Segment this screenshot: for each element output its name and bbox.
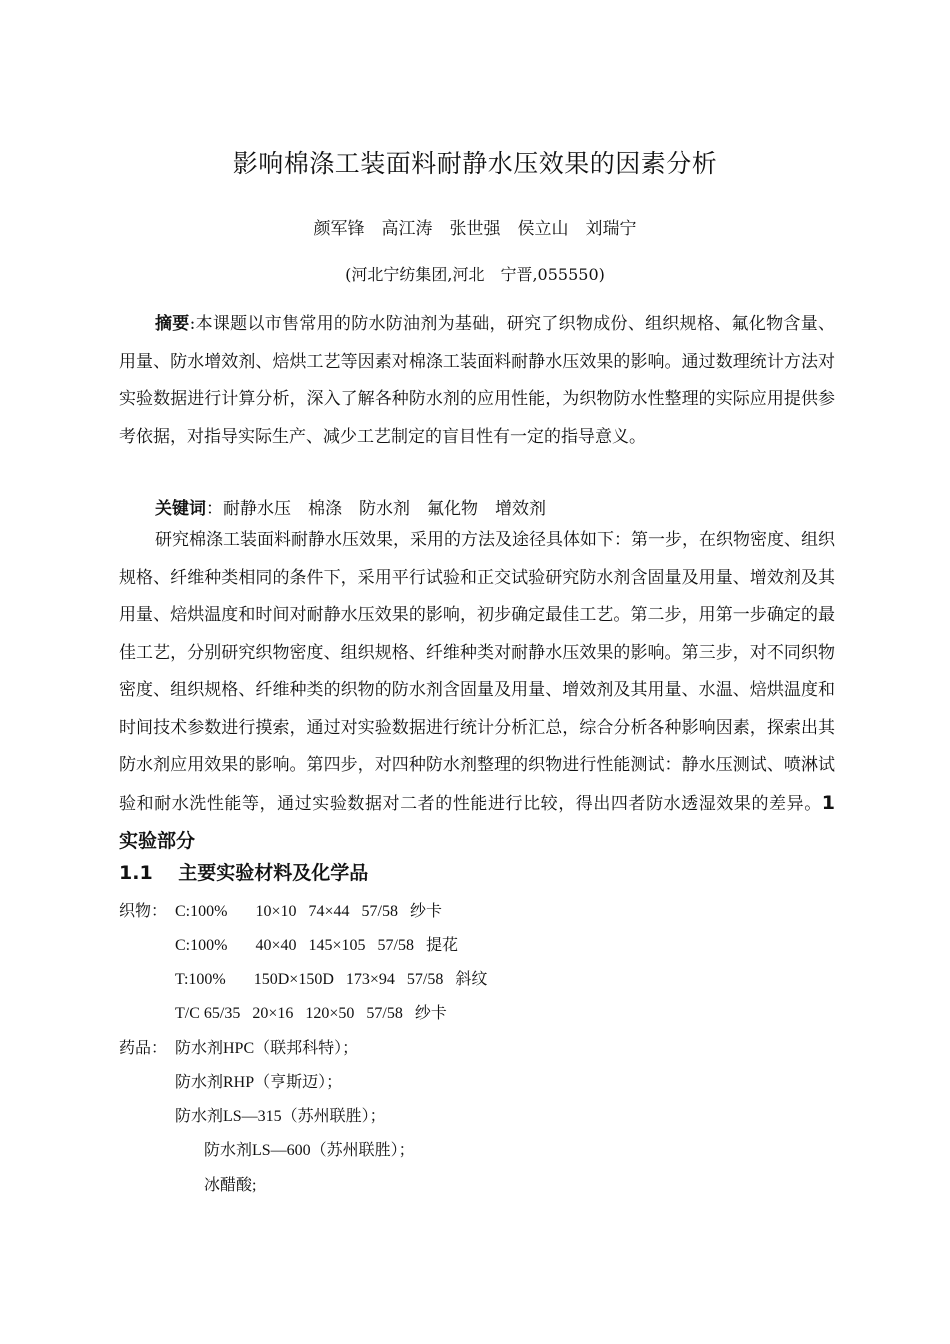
keywords-text: ：耐静水压 棉涤 防水剂 氟化物 增效剂	[206, 499, 546, 519]
fabric-line: T/C 65/35 20×16 120×50 57/58 纱卡	[175, 1005, 447, 1022]
paper-title: 影响棉涤工装面料耐静水压效果的因素分析	[232, 149, 718, 178]
fabric-line: T:100% 150D×150D 173×94 57/58 斜纹	[175, 971, 488, 988]
section-heading: 1 实验部分	[119, 791, 861, 852]
chemicals-label: 药品：	[119, 1040, 168, 1057]
fabric-line: C:100% 40×40 145×105 57/58 提花	[175, 937, 458, 954]
chemical-line: 防水剂LS—600（苏州联胜）；	[204, 1142, 415, 1159]
fabric-line: C:100% 10×10 74×44 57/58 纱卡	[175, 903, 442, 920]
chemical-line: 防水剂RHP（亨斯迈）；	[175, 1074, 343, 1091]
fabric-label: 织物：	[119, 903, 168, 920]
chemical-line: 防水剂HPC（联邦科特）；	[175, 1040, 359, 1057]
author-list: 颜军锋 高江涛 张世强 侯立山 刘瑞宁	[313, 219, 637, 239]
abstract-text: :本课题以市售常用的防水防油剂为基础，研究了织物成份、组织规格、氟化物含量、用量、防水增效剂、焙烘工艺等因素对棉涤工装面料耐静水压效果的影响。通过数理统计方法对实验数据进行计算分析，深入了解各种防水剂的应用性能，为织物防水性整理的实际应用提供参考依据，对指导实际生产、减少工艺制定的盲目性有一定的指导意义。	[119, 314, 835, 447]
subsection-heading: 1.1 主要实验材料及化学品	[119, 862, 369, 884]
intro-text: 研究棉涤工装面料耐静水压效果，采用的方法及途径具体如下：第一步，在织物密度、组织规格、纤维种类相同的条件下，采用平行试验和正交试验研究防水剂含固量及用量、增效剂及其用量、焙烘温度和时间对耐静水压效果的影响，初步确定最佳工艺。第二步，用第一步确定的最佳工艺，分别研究织物密度、组织规格、纤维种类对耐静水压效果的影响。第三步，对不同织物密度、组织规格、纤维种类的织物的防水剂含固量及用量、增效剂及其用量、水温、焙烘温度和时间技术参数进行摸索，通过对实验数据进行统计分析汇总，综合分析各种影响因素，探索出其防水剂应用效果的影响。第四步，对四种防水剂整理的织物进行性能测试：静水压测试、喷淋试验和耐水洗性能等，通过实验数据对二者的性能进行比较，得出四者防水透湿效果的差异。	[119, 530, 835, 814]
abstract-label: 摘要	[155, 314, 190, 334]
chemical-line: 防水剂LS—315（苏州联胜）；	[175, 1108, 386, 1125]
chemical-line: 冰醋酸;	[204, 1177, 257, 1194]
affiliation: (河北宁纺集团,河北 宁晋,055550)	[345, 265, 605, 284]
intro-paragraph	[119, 522, 861, 862]
abstract-paragraph	[119, 306, 835, 456]
keywords-label: 关键词	[155, 499, 206, 519]
